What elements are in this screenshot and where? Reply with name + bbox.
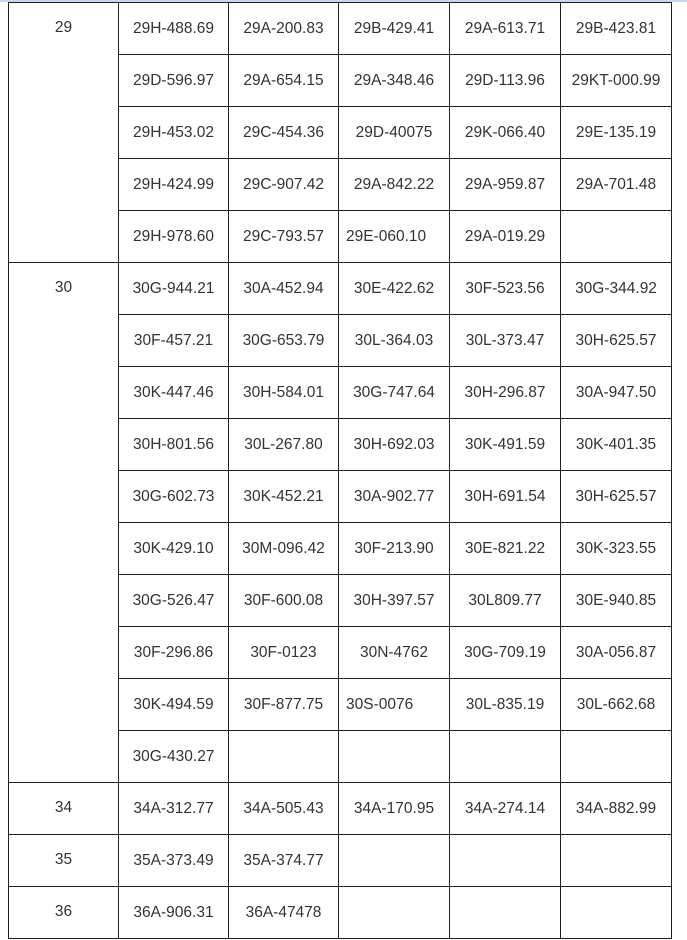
plate-number-cell: 30K-494.59 xyxy=(119,679,229,731)
plate-number-cell: 30H-584.01 xyxy=(229,367,339,419)
plate-number-cell: 30H-625.57 xyxy=(561,315,672,367)
plate-number-cell: 30K-452.21 xyxy=(229,471,339,523)
region-code-cell: 30 xyxy=(9,263,119,783)
region-code-cell: 36 xyxy=(9,887,119,939)
plate-number-cell: 29C-907.42 xyxy=(229,159,339,211)
plate-number-cell: 30H-625.57 xyxy=(561,471,672,523)
plate-number-cell: 29A-959.87 xyxy=(450,159,561,211)
plate-number-cell xyxy=(561,887,672,939)
region-code-cell: 29 xyxy=(9,3,119,263)
plate-number-cell: 30L-364.03 xyxy=(339,315,450,367)
plate-number-cell: 30E-422.62 xyxy=(339,263,450,315)
plate-number-cell: 30A-452.94 xyxy=(229,263,339,315)
plate-number-cell: 29B-429.41 xyxy=(339,3,450,55)
plate-number-cell xyxy=(339,731,450,783)
plate-number-cell: 30G-344.92 xyxy=(561,263,672,315)
plate-number-cell: 29D-596.97 xyxy=(119,55,229,107)
plate-number-cell: 30F-457.21 xyxy=(119,315,229,367)
plate-number-cell: 30G-430.27 xyxy=(119,731,229,783)
plate-number-cell: 29A-348.46 xyxy=(339,55,450,107)
plate-number-cell: 29B-423.81 xyxy=(561,3,672,55)
plate-number-cell: 29KT-000.99 xyxy=(561,55,672,107)
plate-number-cell: 30L-662.68 xyxy=(561,679,672,731)
plate-number-cell: 30G-747.64 xyxy=(339,367,450,419)
plate-number-cell: 30G-653.79 xyxy=(229,315,339,367)
table-row xyxy=(9,783,672,835)
plate-number-cell: 30E-821.22 xyxy=(450,523,561,575)
plate-number-cell: 30K-401.35 xyxy=(561,419,672,471)
plate-number-cell: 29C-454.36 xyxy=(229,107,339,159)
plate-number-cell: 34A-274.14 xyxy=(450,783,561,835)
plate-number-cell: 30G-944.21 xyxy=(119,263,229,315)
plate-number-cell: 30F-213.90 xyxy=(339,523,450,575)
table-row xyxy=(9,835,672,887)
plate-number-cell: 30E-940.85 xyxy=(561,575,672,627)
plate-number-cell: 29K-066.40 xyxy=(450,107,561,159)
plate-number-cell: 30F-0123 xyxy=(229,627,339,679)
plate-number-cell: 30N-4762 xyxy=(339,627,450,679)
plate-number-cell: 30F-877.75 xyxy=(229,679,339,731)
plate-number-cell: 36A-47478 xyxy=(229,887,339,939)
plate-number-cell: 36A-906.31 xyxy=(119,887,229,939)
plate-number-cell: 30K-323.55 xyxy=(561,523,672,575)
plate-number-cell: 29H-424.99 xyxy=(119,159,229,211)
plate-number-cell: 30H-691.54 xyxy=(450,471,561,523)
plate-number-cell: 30K-447.46 xyxy=(119,367,229,419)
plate-number-cell: 30G-602.73 xyxy=(119,471,229,523)
plate-number-cell: 30S-0076 xyxy=(339,679,450,731)
plate-number-cell: 30G-526.47 xyxy=(119,575,229,627)
plate-table-body xyxy=(9,3,672,939)
region-code-cell: 35 xyxy=(9,835,119,887)
plate-number-cell: 35A-373.49 xyxy=(119,835,229,887)
plate-number-cell: 30A-902.77 xyxy=(339,471,450,523)
plate-number-cell xyxy=(561,731,672,783)
plate-number-cell: 29C-793.57 xyxy=(229,211,339,263)
plate-number-cell: 34A-505.43 xyxy=(229,783,339,835)
plate-number-cell: 30M-096.42 xyxy=(229,523,339,575)
plate-number-cell xyxy=(450,835,561,887)
plate-number-cell: 29H-488.69 xyxy=(119,3,229,55)
plate-number-cell: 29A-613.71 xyxy=(450,3,561,55)
plate-number-cell xyxy=(339,835,450,887)
plate-number-cell: 30F-600.08 xyxy=(229,575,339,627)
plate-number-cell: 29A-701.48 xyxy=(561,159,672,211)
plate-number-cell xyxy=(229,731,339,783)
plate-number-cell: 35A-374.77 xyxy=(229,835,339,887)
plate-number-cell: 29D-40075 xyxy=(339,107,450,159)
plate-number-cell xyxy=(450,731,561,783)
plate-number-cell xyxy=(561,211,672,263)
plate-number-cell xyxy=(339,887,450,939)
plate-number-cell: 29A-654.15 xyxy=(229,55,339,107)
plate-number-cell: 30G-709.19 xyxy=(450,627,561,679)
plate-number-cell: 29E-135.19 xyxy=(561,107,672,159)
plate-number-cell: 30H-397.57 xyxy=(339,575,450,627)
plate-number-cell: 29H-453.02 xyxy=(119,107,229,159)
plate-number-cell: 29E-060.10 xyxy=(339,211,450,263)
plate-number-cell: 30K-429.10 xyxy=(119,523,229,575)
table-row xyxy=(9,263,672,315)
plate-number-cell: 30H-801.56 xyxy=(119,419,229,471)
region-code-cell: 34 xyxy=(9,783,119,835)
table-row xyxy=(9,3,672,55)
plate-number-cell: 30F-296.86 xyxy=(119,627,229,679)
plate-number-cell: 30H-692.03 xyxy=(339,419,450,471)
plate-number-cell: 30L-373.47 xyxy=(450,315,561,367)
plate-number-cell: 29A-019.29 xyxy=(450,211,561,263)
plate-number-cell: 34A-882.99 xyxy=(561,783,672,835)
plate-number-cell: 30A-947.50 xyxy=(561,367,672,419)
license-plate-table xyxy=(8,2,672,939)
plate-number-cell: 30A-056.87 xyxy=(561,627,672,679)
plate-number-cell: 34A-170.95 xyxy=(339,783,450,835)
plate-number-cell: 30H-296.87 xyxy=(450,367,561,419)
plate-number-cell xyxy=(450,887,561,939)
plate-number-cell: 30L809.77 xyxy=(450,575,561,627)
plate-number-cell: 29A-842.22 xyxy=(339,159,450,211)
table-row xyxy=(9,887,672,939)
plate-number-cell: 29H-978.60 xyxy=(119,211,229,263)
plate-number-cell: 29A-200.83 xyxy=(229,3,339,55)
plate-number-cell: 34A-312.77 xyxy=(119,783,229,835)
plate-number-cell: 30L-267.80 xyxy=(229,419,339,471)
plate-number-cell: 30K-491.59 xyxy=(450,419,561,471)
plate-number-cell: 29D-113.96 xyxy=(450,55,561,107)
plate-number-cell: 30L-835.19 xyxy=(450,679,561,731)
plate-number-cell xyxy=(561,835,672,887)
plate-number-cell: 30F-523.56 xyxy=(450,263,561,315)
